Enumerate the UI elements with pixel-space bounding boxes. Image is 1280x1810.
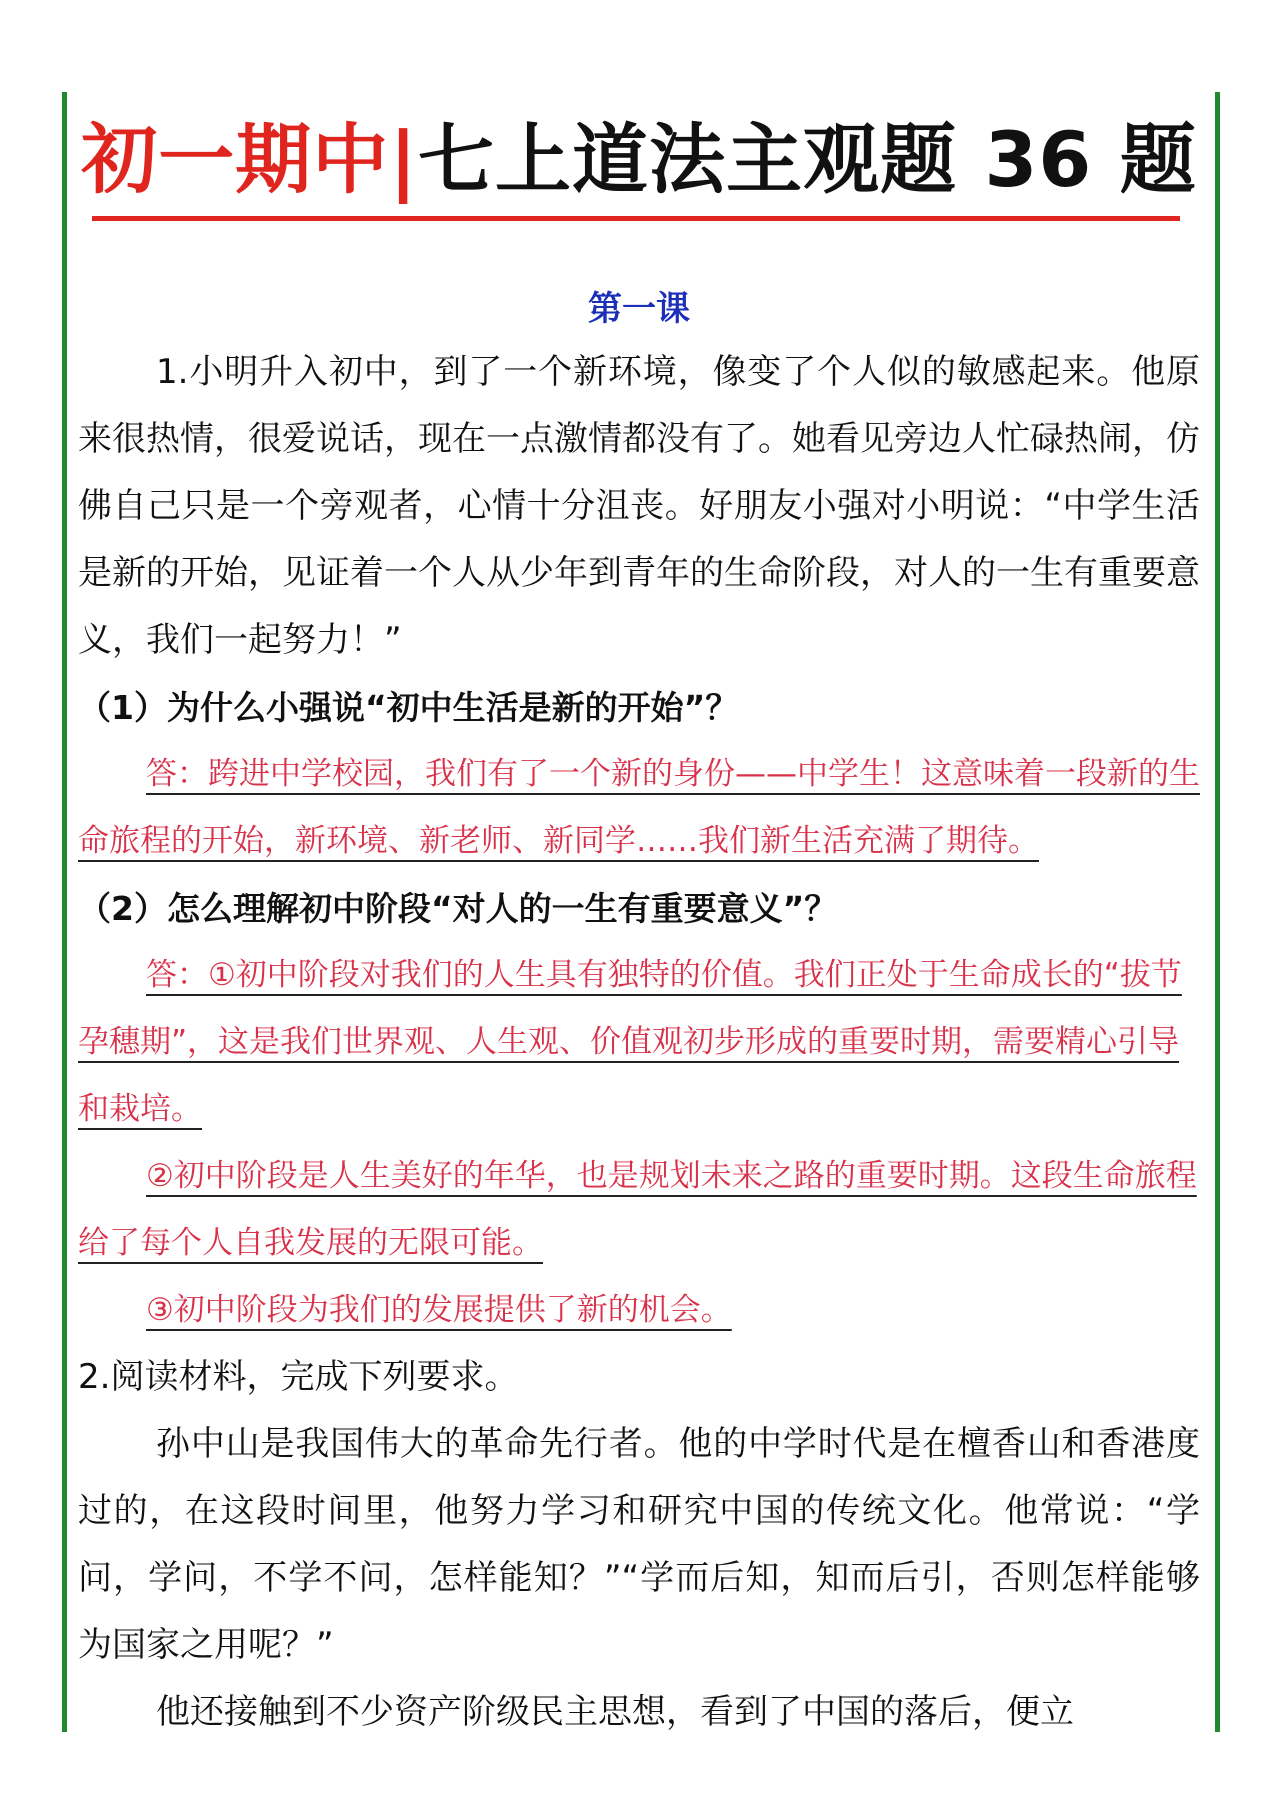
page-title [78,110,1200,210]
answer-1-1: 答：跨进中学校园，我们有了一个新的身份——中学生！这意味着一段新的生命旅程的开始，新环境、新老师、新同学……我们新生活充满了期待。 [78,756,1200,859]
question-1-sub-1: （1）为什么小强说“初中生活是新的开始”？ [78,688,739,727]
document-page [78,100,1200,1746]
lesson-heading: 第一课 [588,289,690,329]
question-1-sub-2: （2）怎么理解初中阶段“对人的一生有重要意义”？ [78,889,838,928]
question-2-material-paragraph-1: 孙中山是我国伟大的革命先行者。他的中学时代是在檀香山和香港度过的，在这段时间里，他努力学习和研究中国的传统文化。他常说：“学问，学问，不学不问，怎样能知？”“学而后知，知而后引，否则怎样能够为国家之用呢？” [78,1424,1200,1665]
right-border-rule [1215,92,1220,1732]
left-border-rule [62,92,67,1732]
question-2-material-paragraph-2: 他还接触到不少资产阶级民主思想，看到了中国的落后，便立 [156,1692,1074,1732]
title-red-part: 初一期中 [81,115,390,204]
question-1-stem: 1.小明升入初中，到了一个新环境，像变了个人似的敏感起来。他原来很热情，很爱说话，现在一点激情都没有了。她看见旁边人忙碌热闹，仿佛自己只是一个旁观者，心情十分沮丧。好朋友小强对小明说：“中学生活是新的开始，见证着一个人从少年到青年的生命阶段，对人的一生有重要意义，我们一起努力！” [78,352,1200,660]
title-separator: | [389,115,419,204]
question-2-stem: 2.阅读材料，完成下列要求。 [78,1357,519,1397]
title-underline [92,216,1180,221]
answer-1-2-point-3: ③初中阶段为我们的发展提供了新的机会。 [146,1292,732,1328]
answer-1-2-point-1: 答：①初中阶段对我们的人生具有独特的价值。我们正处于生命成长的“拔节孕穗期”，这是我们世界观、人生观、价值观初步形成的重要时期，需要精心引导和栽培。 [78,957,1182,1127]
title-black-part: 七上道法主观题 36 题 [418,115,1197,204]
answer-1-2-point-2: ②初中阶段是人生美好的年华，也是规划未来之路的重要时期。这段生命旅程给了每个人自我发展的无限可能。 [78,1158,1197,1261]
